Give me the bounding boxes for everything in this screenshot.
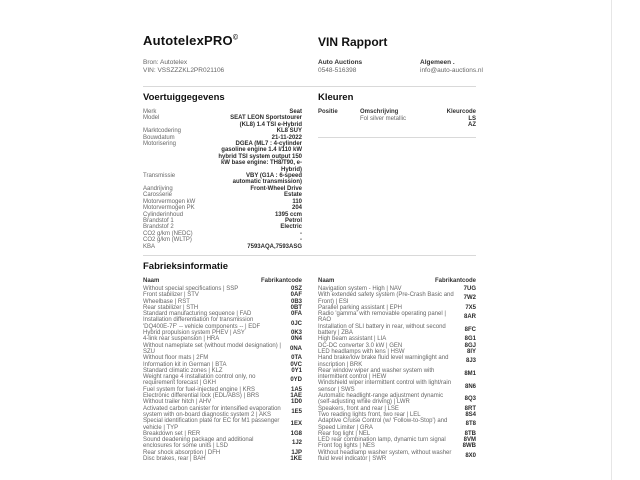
vehicle-field-label: CO2 g/km (WLTP)	[143, 237, 192, 244]
company-block	[318, 59, 362, 74]
vehicle-field-value: 1395 ccm	[274, 211, 302, 218]
factory-item-code: 0FA	[290, 311, 302, 318]
vehicle-field-label: Aandrijving	[143, 185, 173, 192]
vehicle-field-value: -	[300, 230, 302, 237]
vehicle-row	[143, 141, 302, 173]
factory-item-code: 8M1	[464, 371, 476, 377]
factory-item-name: Weight range 4 installation control only, no requirement forecast | GKH	[143, 374, 256, 387]
color-description: Fol silver metallic	[360, 115, 407, 122]
vehicle-field-label: KBA	[143, 243, 156, 250]
factory-row	[318, 450, 476, 463]
vehicle-field-label: Brandstof 2	[143, 224, 174, 231]
vehicle-section	[143, 92, 302, 250]
vehicle-field-label: Cylinderinhoud	[143, 211, 184, 218]
factory-item-code: 8G1	[464, 336, 476, 343]
factory-row	[143, 456, 302, 462]
factory-row	[318, 355, 476, 368]
factory-item-name: Rear shock absorption | DFH	[143, 449, 221, 456]
factory-item-name: Electronic differential lock (EDL/ABS) | BRS	[143, 393, 260, 400]
factory-item-name: Speakers, front and rear | LSE	[318, 405, 399, 412]
factory-item-code: 8RT	[464, 405, 476, 412]
factory-item-code: 8WB	[462, 443, 476, 450]
factory-item-name: Without floor mats | 2FM	[143, 355, 209, 362]
factory-section-title: Fabrieksinformatie	[143, 261, 228, 272]
factory-item-name: Windshield wiper intermittent control with light/rain sensor | SWS	[318, 380, 452, 393]
factory-item-code: 8IY	[466, 348, 476, 355]
vehicle-field-label: Transmissie	[143, 173, 176, 180]
factory-item-name: 4-link rear suspension | HRA	[143, 336, 220, 343]
factory-name-header: Naam	[143, 278, 160, 284]
factory-item-name: Hand brake/low brake fluid level warninglight and inscription | BRK	[318, 355, 449, 368]
factory-item-code: 0Y1	[291, 367, 302, 374]
vehicle-field-value: 204	[291, 205, 302, 212]
factory-item-name: With extended safety system (Pre-Crash Basic and Front) | ESI	[318, 292, 454, 305]
factory-items-right	[318, 286, 476, 462]
colors-table	[318, 109, 476, 138]
source-line: Bron: Autotelex	[143, 59, 188, 66]
factory-item-code: 1JP	[291, 449, 302, 456]
factory-item-name: Rear window wiper and washer system with intermittent control | HEW	[318, 367, 435, 381]
factory-item-name: Activated carbon canister for intensified evaporation system with on-board diagnostic system 2 | AKS	[143, 405, 281, 418]
vehicle-field-label: Motorisering	[143, 141, 177, 148]
page-right-edge	[611, 0, 612, 480]
vehicle-field-value: Front-Wheel Drive	[250, 185, 302, 192]
factory-item-name: Adaptive Cruise Control (w/ 'Follow-to-Stop') and Speed Limiter | GRA	[318, 418, 448, 431]
factory-item-name: Without special specifications | SSP	[143, 286, 239, 292]
factory-row	[143, 406, 302, 419]
factory-item-code: 8X0	[465, 452, 476, 459]
factory-item-code: 0YD	[290, 377, 302, 384]
vehicle-rows	[143, 109, 302, 250]
factory-item-name: Front fog lights | NES	[318, 443, 375, 450]
factory-item-name: Two reading lights front, two rear | LEL	[318, 411, 421, 418]
vehicle-field-value: Electric	[280, 224, 302, 231]
vehicle-field-label: Merk	[143, 109, 157, 115]
factory-item-name: LED rear combination lamp, dynamic turn signal	[318, 437, 446, 444]
factory-item-name: Parallel parking assistant | EPH	[318, 304, 402, 311]
factory-row	[143, 343, 302, 356]
colors-header-position: Positie	[318, 109, 338, 115]
factory-item-name: Without nameplate set (without model designation) | SZU	[143, 342, 281, 355]
app-title	[143, 33, 238, 48]
factory-item-name: DC-DC converter 3.0 kW | GEN	[318, 342, 403, 349]
vehicle-field-label: Marktcodering	[143, 128, 182, 135]
vehicle-field-label: Carosserie	[143, 192, 173, 199]
factory-item-code: 0JC	[290, 320, 302, 327]
factory-item-name: Installation differentiation for transmission 'DQ400E-7F' -- vehicle components -- | EDF	[143, 317, 261, 330]
factory-column-right	[318, 278, 476, 462]
colors-rows	[318, 116, 476, 129]
factory-item-name: Special identification plate for EC for M1 passenger vehicle | TYP	[143, 418, 280, 431]
factory-row	[318, 418, 476, 431]
vehicle-field-value: 21-11-2022	[271, 134, 302, 141]
factory-item-code: 8TB	[464, 430, 476, 437]
factory-item-name: Rear fog light | NEL	[318, 430, 371, 437]
factory-item-name: Standard manufacturing sequence | FAD	[143, 311, 252, 318]
vehicle-field-value: Petrol	[284, 217, 302, 224]
factory-row	[318, 311, 476, 324]
vehicle-field-label: Bouwdatum	[143, 134, 175, 141]
colors-header-description: Omschrijving	[360, 109, 399, 115]
color-description	[360, 122, 434, 129]
factory-item-name: Without trailer hitch | AHV	[143, 399, 212, 406]
factory-item-name: Sound deadening package and additional enclosures for some units | LSD	[143, 437, 254, 450]
factory-item-name: Rear stabilizer | STH	[143, 304, 199, 311]
factory-item-code: 0TA	[291, 355, 302, 362]
color-row	[318, 122, 476, 129]
factory-item-name: Wheelbase | RST	[143, 298, 190, 305]
colors-section-title: Kleuren	[318, 92, 354, 103]
factory-item-name: High beam assistant | LIA	[318, 336, 387, 343]
vin-line: VIN: VSSZZZKL2PR021106	[143, 66, 225, 74]
colors-section	[318, 92, 476, 138]
factory-item-code: 0SZ	[290, 286, 302, 292]
vehicle-field-label: Motorvermogen kW	[143, 198, 196, 205]
factory-row	[318, 393, 476, 406]
vehicle-field-value: VBY (G1A : 6-speed automatic transmission)	[232, 173, 302, 186]
factory-item-name: Radio 'gamma' with removable operating panel | RAO	[318, 311, 446, 324]
factory-item-code: 8VM	[463, 437, 476, 444]
factory-item-code: 8S4	[465, 411, 476, 418]
factory-item-name: Installation of SLI battery in rear, without second battery | ZBA	[318, 323, 446, 337]
company-name: Auto Auctions	[318, 59, 363, 66]
factory-item-name: Hybrid propulsion system PHEV | ASY	[143, 330, 245, 337]
factory-item-name: Navigation system - High | NAV	[318, 286, 402, 292]
factory-item-name: Disc brakes, rear | BAH	[143, 456, 206, 463]
source-block	[143, 59, 224, 74]
company-phone: 0548-516398	[318, 66, 357, 74]
contact-email[interactable]: info@auto-auctions.nl	[420, 66, 483, 74]
factory-item-name: Automatic headlight-range adjustment dynamic (self-adjusting while driving) | LWR	[318, 393, 444, 406]
color-position	[318, 122, 360, 129]
factory-item-code: 1E5	[291, 408, 302, 415]
factory-item-code: 8N6	[464, 383, 476, 390]
vehicle-field-label: CO2 g/km (NEDC)	[143, 230, 193, 237]
factory-section	[143, 278, 476, 462]
factory-item-name: Fuel system for fuel-injected engine | KRS	[143, 386, 255, 393]
factory-item-code: 8Q3	[464, 396, 476, 403]
colors-header-code: Kleurcode	[446, 109, 476, 115]
vehicle-field-label: Model	[143, 115, 160, 122]
vehicle-field-value: Seat	[289, 109, 302, 115]
color-code: AZ	[468, 122, 476, 129]
factory-row	[143, 374, 302, 387]
factory-item-name: LED headlamps with lens | HSW	[318, 348, 405, 355]
factory-row	[143, 317, 302, 330]
app-title-text: AutotelexPRO	[143, 33, 233, 48]
factory-item-name: Breakdown set | RER	[143, 430, 201, 437]
factory-item-code: 1AE	[290, 393, 302, 400]
vehicle-field-value: SEAT LEON Sportstourer (KL8) 1.4 TSI e-Hybrid	[230, 115, 302, 128]
factory-row	[318, 368, 476, 381]
vehicle-row	[143, 244, 302, 250]
factory-item-code: 8T8	[465, 421, 476, 428]
vehicle-field-value: -	[300, 237, 302, 244]
factory-item-code: 0BT	[290, 304, 302, 311]
factory-item-code: 1EX	[290, 421, 302, 428]
report-title: VIN Rapport	[318, 35, 388, 49]
factory-item-code: 7W2	[463, 295, 476, 302]
factory-item-code: 1J2	[291, 440, 302, 447]
factory-column-left	[143, 278, 302, 462]
vehicle-field-value: KL8 SUY	[276, 128, 302, 135]
vehicle-field-value: 110	[292, 198, 302, 205]
factory-item-code: 8FC	[464, 326, 476, 333]
factory-item-code: 7X5	[465, 304, 476, 311]
factory-item-name: Front stabilizer | STV	[143, 292, 199, 299]
vehicle-row	[143, 115, 302, 128]
factory-item-code: 1D0	[290, 399, 302, 406]
factory-item-code: 0N4	[290, 336, 302, 343]
factory-item-code: 1G8	[290, 430, 302, 437]
vehicle-field-label: Brandstof 1	[143, 217, 174, 224]
factory-name-header: Naam	[318, 278, 335, 284]
color-code: LS	[468, 115, 476, 122]
factory-row	[318, 292, 476, 305]
factory-row	[143, 437, 302, 450]
factory-code-header: Fabrikantcode	[260, 278, 302, 284]
factory-header-right	[318, 278, 476, 285]
factory-item-code: 8GJ	[464, 342, 476, 349]
factory-items-left	[143, 286, 302, 462]
factory-row	[318, 380, 476, 393]
factory-item-name: Information kit in German | BTA	[143, 361, 227, 368]
colors-header-row	[318, 109, 476, 116]
header-divider	[143, 86, 476, 87]
factory-item-code: 0AF	[290, 292, 302, 299]
vehicle-field-value: 7593AQA,7593ASG	[247, 243, 302, 250]
vehicle-field-value: DGEA (ML7 : 4-cylinder gasoline engine 1.4 l/110 kW hybrid TSI system output 150 kW base engine: TH8/T90, e-Hybrid)	[218, 141, 302, 173]
vehicle-field-value: Estate	[283, 192, 302, 199]
vehicle-field-label: Motorvermogen PK	[143, 205, 195, 212]
factory-item-code: 1A5	[290, 386, 302, 393]
factory-item-code: 0VC	[290, 361, 302, 368]
factory-divider	[143, 255, 476, 256]
factory-item-name: Without headlamp washer system, without washer fluid level indicator | SWR	[318, 449, 452, 463]
factory-item-code: 8J3	[465, 358, 476, 365]
factory-item-code: 0B3	[290, 298, 302, 305]
factory-item-code: 0NA	[289, 345, 302, 352]
factory-row	[143, 418, 302, 431]
contact-block	[420, 59, 483, 74]
vehicle-section-title: Voertuiggegevens	[143, 92, 225, 103]
factory-header-left	[143, 278, 302, 285]
factory-code-header: Fabrikantcode	[434, 278, 476, 284]
color-row	[318, 116, 476, 123]
factory-row	[318, 324, 476, 337]
vehicle-row	[143, 173, 302, 186]
copyright-symbol: ©	[232, 34, 239, 42]
contact-name: Algemeen .	[420, 59, 455, 66]
factory-item-code: 7UG	[463, 286, 476, 292]
factory-item-code: 0K3	[290, 330, 302, 337]
factory-item-code: 1KE	[290, 456, 302, 463]
color-position	[318, 116, 360, 123]
factory-item-code: 8AR	[463, 314, 476, 321]
factory-item-name: Standard climatic zones | KLZ	[143, 367, 223, 374]
